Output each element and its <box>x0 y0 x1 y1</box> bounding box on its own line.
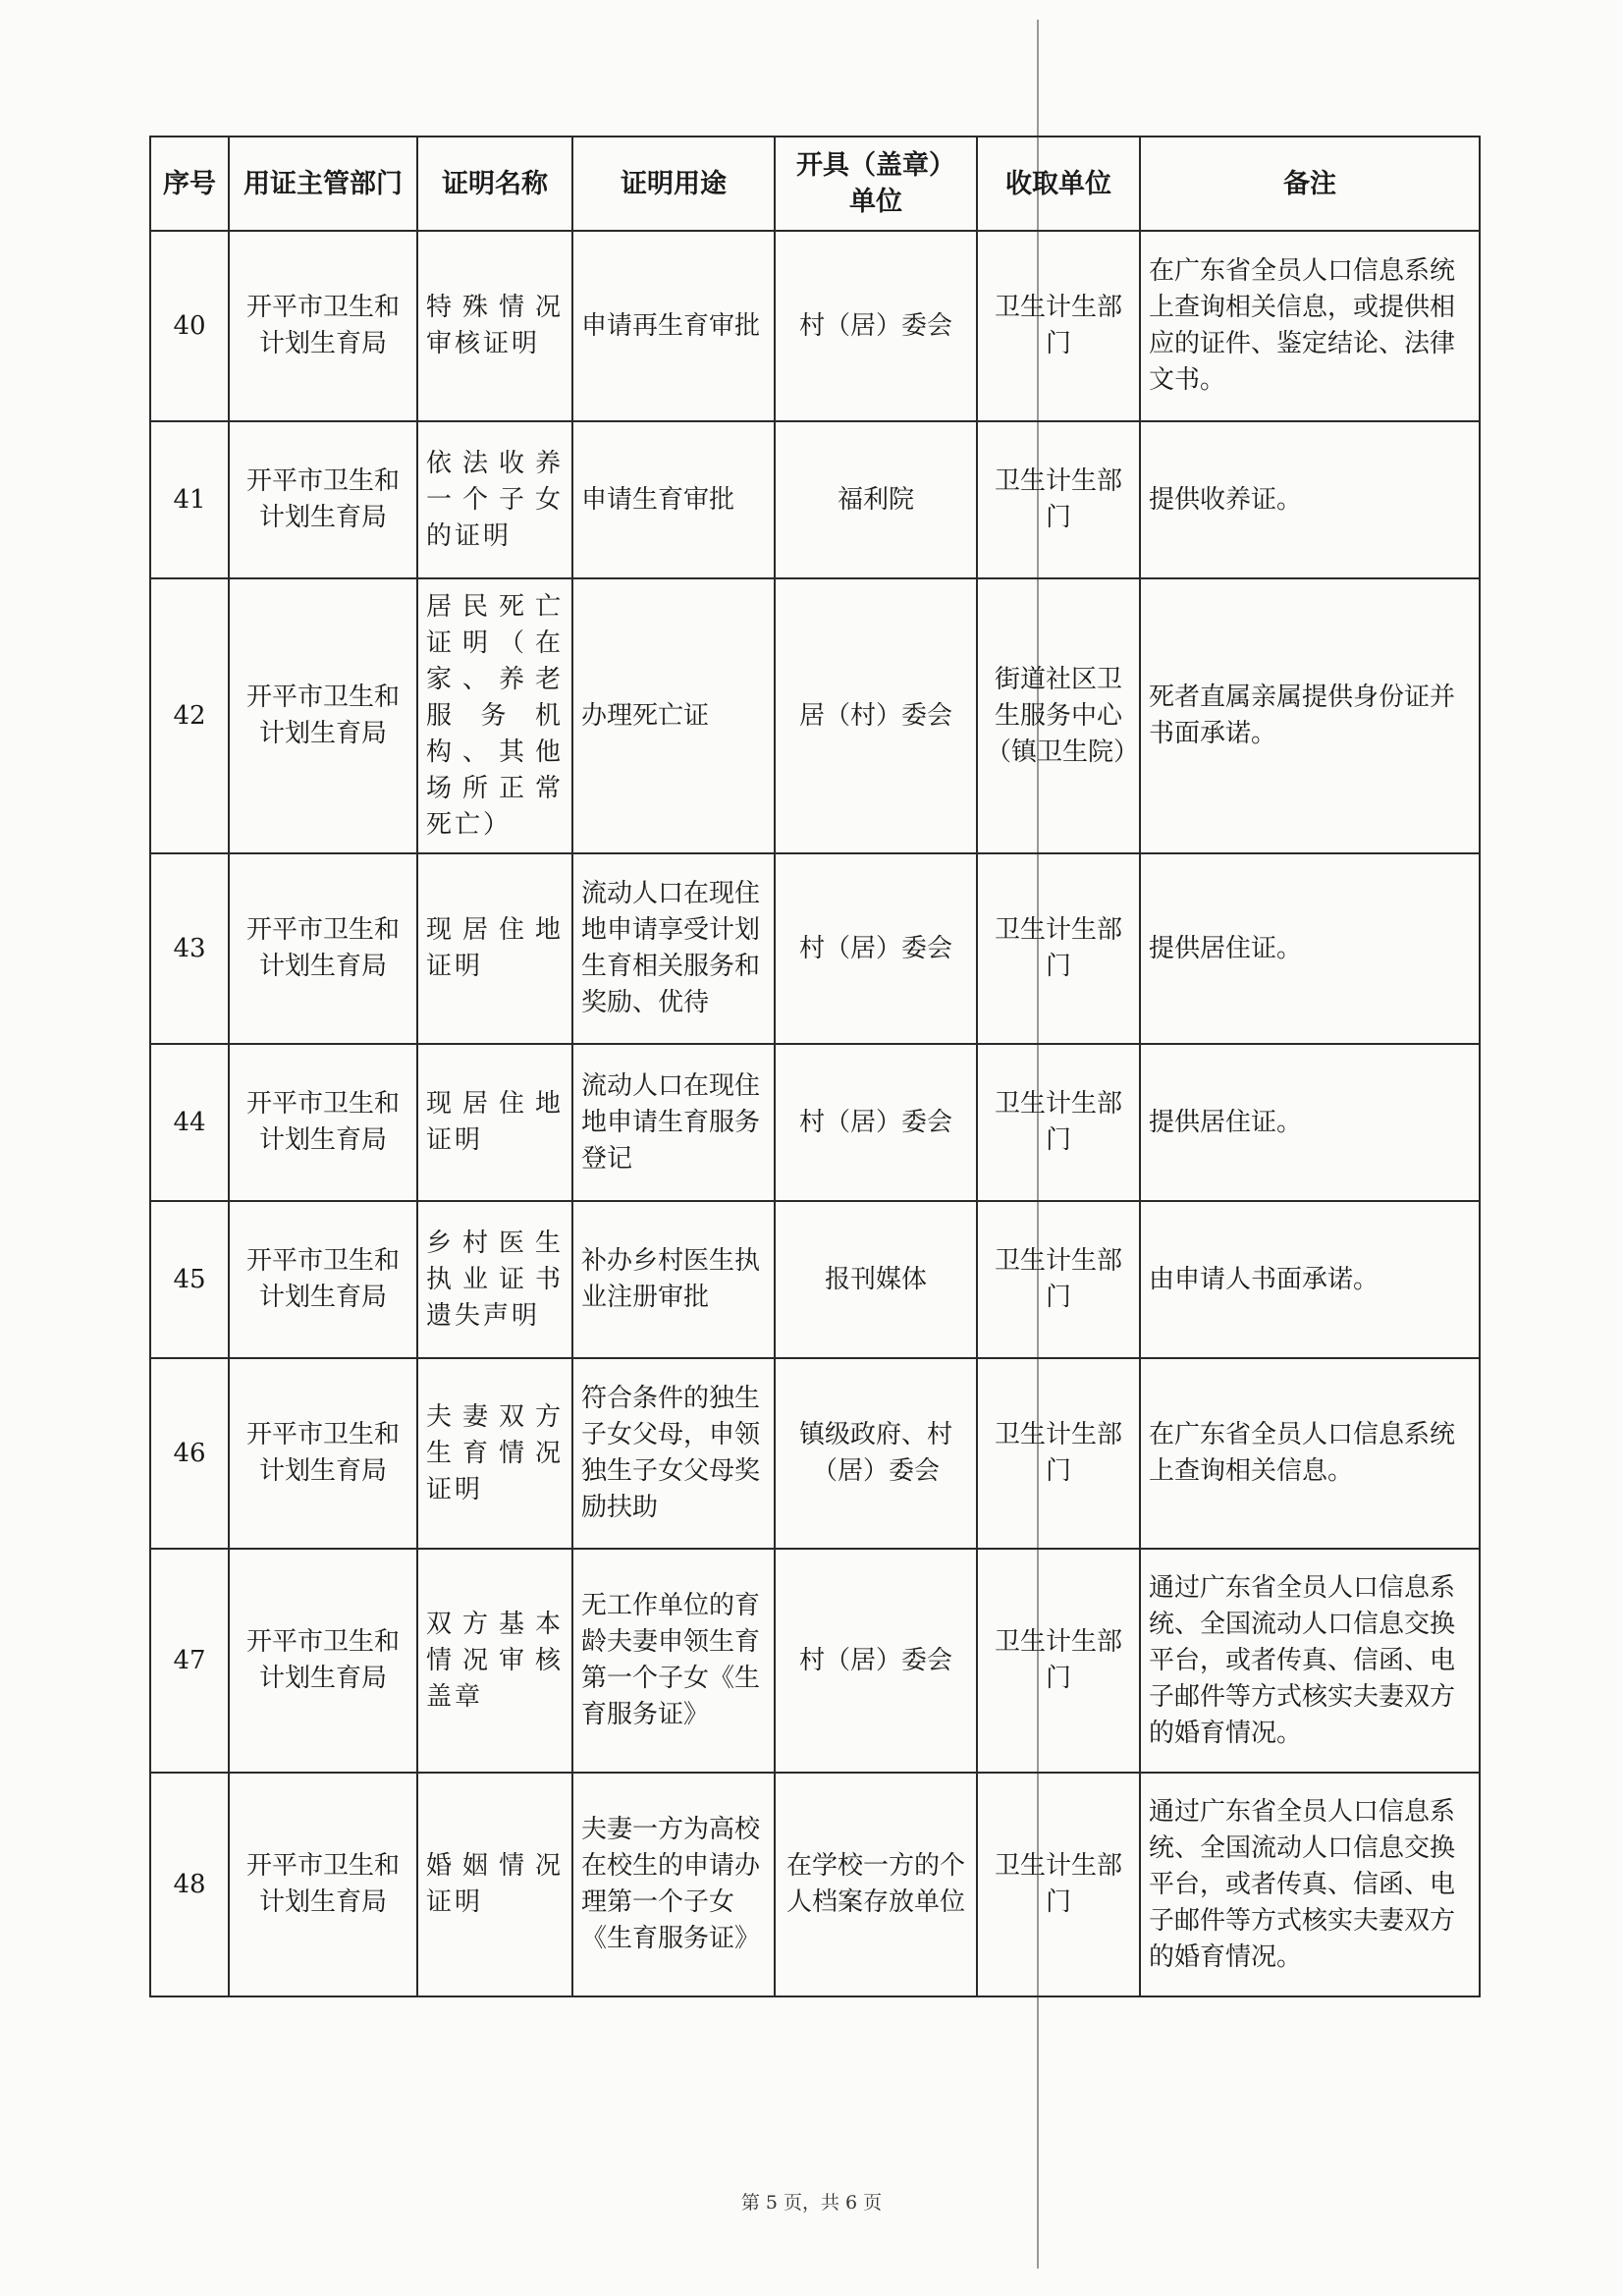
cell-note: 死者直属亲属提供身份证并书面承诺。 <box>1140 578 1480 853</box>
header-dept: 用证主管部门 <box>229 137 417 231</box>
cell-use: 夫妻一方为高校在校生的申请办理第一个子女《生育服务证》 <box>572 1773 775 1996</box>
cell-recv: 卫生计生部门 <box>977 1549 1140 1773</box>
cell-note: 提供居住证。 <box>1140 853 1480 1044</box>
cell-recv: 卫生计生部门 <box>977 1773 1140 1996</box>
table-row <box>150 1201 1480 1358</box>
cell-note: 通过广东省全员人口信息系统、全国流动人口信息交换平台，或者传真、信函、电子邮件等方式核实夫妻双方的婚育情况。 <box>1140 1549 1480 1773</box>
cell-note: 在广东省全员人口信息系统上查询相关信息，或提供相应的证件、鉴定结论、法律文书。 <box>1140 231 1480 421</box>
table-row <box>150 1773 1480 1996</box>
cell-seq: 48 <box>150 1773 229 1996</box>
cell-issuer: 村（居）委会 <box>775 231 977 421</box>
cell-seq: 45 <box>150 1201 229 1358</box>
cell-note: 通过广东省全员人口信息系统、全国流动人口信息交换平台，或者传真、信函、电子邮件等方式核实夫妻双方的婚育情况。 <box>1140 1773 1480 1996</box>
cell-name: 特殊情况审核证明 <box>417 231 572 421</box>
cell-recv: 卫生计生部门 <box>977 231 1140 421</box>
cell-issuer: 福利院 <box>775 421 977 578</box>
cell-dept: 开平市卫生和计划生育局 <box>229 231 417 421</box>
header-name: 证明名称 <box>417 137 572 231</box>
cell-seq: 40 <box>150 231 229 421</box>
cell-name: 居民死亡证明（在家、养老服务机构、其他场所正常死亡） <box>417 578 572 853</box>
table-row <box>150 1358 1480 1549</box>
cell-seq: 47 <box>150 1549 229 1773</box>
table-row <box>150 1044 1480 1201</box>
certificate-table <box>149 136 1481 1997</box>
cell-dept: 开平市卫生和计划生育局 <box>229 421 417 578</box>
cell-seq: 46 <box>150 1358 229 1549</box>
cell-use: 申请再生育审批 <box>572 231 775 421</box>
cell-dept: 开平市卫生和计划生育局 <box>229 578 417 853</box>
table-row <box>150 1549 1480 1773</box>
cell-use: 补办乡村医生执业注册审批 <box>572 1201 775 1358</box>
cell-name: 现居住地证明 <box>417 853 572 1044</box>
header-recv: 收取单位 <box>977 137 1140 231</box>
cell-use: 申请生育审批 <box>572 421 775 578</box>
table-row <box>150 421 1480 578</box>
cell-dept: 开平市卫生和计划生育局 <box>229 853 417 1044</box>
cell-name: 夫妻双方生育情况证明 <box>417 1358 572 1549</box>
cell-name: 双方基本情况审核盖章 <box>417 1549 572 1773</box>
header-note: 备注 <box>1140 137 1480 231</box>
header-issuer: 开具（盖章）单位 <box>775 137 977 231</box>
cell-recv: 卫生计生部门 <box>977 1044 1140 1201</box>
cell-note: 提供收养证。 <box>1140 421 1480 578</box>
cell-recv: 卫生计生部门 <box>977 421 1140 578</box>
cell-seq: 42 <box>150 578 229 853</box>
cell-seq: 43 <box>150 853 229 1044</box>
header-use: 证明用途 <box>572 137 775 231</box>
cell-issuer: 村（居）委会 <box>775 1044 977 1201</box>
cell-dept: 开平市卫生和计划生育局 <box>229 1549 417 1773</box>
cell-dept: 开平市卫生和计划生育局 <box>229 1201 417 1358</box>
cell-use: 符合条件的独生子女父母，申领独生子女父母奖励扶助 <box>572 1358 775 1549</box>
cell-name: 婚姻情况证明 <box>417 1773 572 1996</box>
cell-issuer: 报刊媒体 <box>775 1201 977 1358</box>
header-seq: 序号 <box>150 137 229 231</box>
cell-seq: 44 <box>150 1044 229 1201</box>
cell-recv: 卫生计生部门 <box>977 853 1140 1044</box>
table-row <box>150 578 1480 853</box>
cell-name: 依法收养一个子女的证明 <box>417 421 572 578</box>
cell-use: 无工作单位的育龄夫妻申领生育第一个子女《生育服务证》 <box>572 1549 775 1773</box>
cell-dept: 开平市卫生和计划生育局 <box>229 1773 417 1996</box>
cell-note: 由申请人书面承诺。 <box>1140 1201 1480 1358</box>
cell-seq: 41 <box>150 421 229 578</box>
cell-use: 流动人口在现住地申请享受计划生育相关服务和奖励、优待 <box>572 853 775 1044</box>
cell-use: 流动人口在现住地申请生育服务登记 <box>572 1044 775 1201</box>
cell-use: 办理死亡证 <box>572 578 775 853</box>
cell-note: 提供居住证。 <box>1140 1044 1480 1201</box>
cell-dept: 开平市卫生和计划生育局 <box>229 1358 417 1549</box>
cell-recv: 卫生计生部门 <box>977 1358 1140 1549</box>
cell-name: 现居住地证明 <box>417 1044 572 1201</box>
cell-issuer: 村（居）委会 <box>775 853 977 1044</box>
cell-note: 在广东省全员人口信息系统上查询相关信息。 <box>1140 1358 1480 1549</box>
table-header-row <box>150 137 1480 231</box>
table-row <box>150 853 1480 1044</box>
cell-name: 乡村医生执业证书遗失声明 <box>417 1201 572 1358</box>
cell-recv: 卫生计生部门 <box>977 1201 1140 1358</box>
cell-recv: 街道社区卫生服务中心（镇卫生院） <box>977 578 1140 853</box>
cell-issuer: 村（居）委会 <box>775 1549 977 1773</box>
cell-issuer: 在学校一方的个人档案存放单位 <box>775 1773 977 1996</box>
table-row <box>150 231 1480 421</box>
cell-issuer: 居（村）委会 <box>775 578 977 853</box>
cell-issuer: 镇级政府、村（居）委会 <box>775 1358 977 1549</box>
cell-dept: 开平市卫生和计划生育局 <box>229 1044 417 1201</box>
page-number: 第 5 页，共 6 页 <box>740 2192 883 2214</box>
